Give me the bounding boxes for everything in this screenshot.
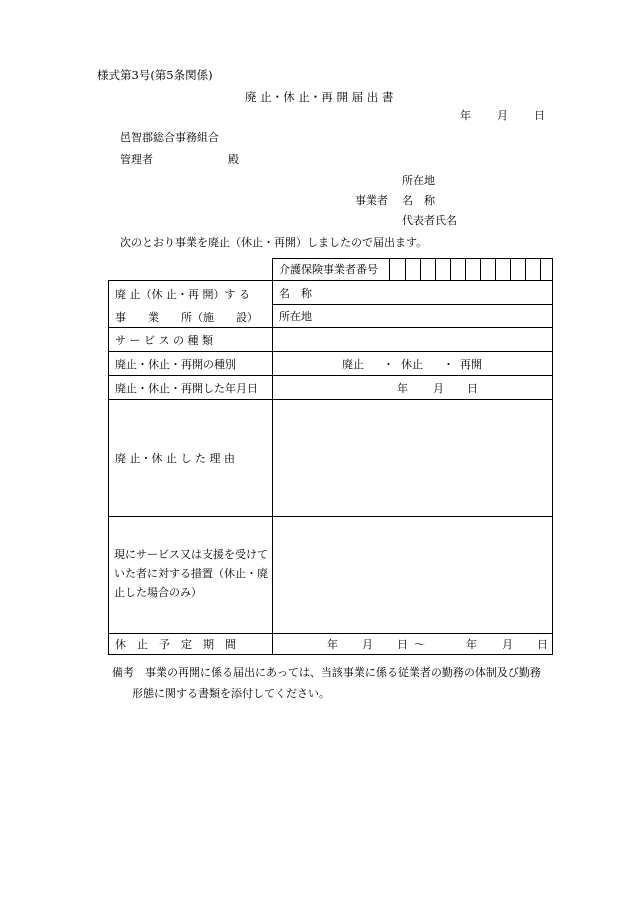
change-option-suspend[interactable]: 休止 bbox=[401, 358, 423, 371]
service-type-label-cell bbox=[108, 327, 273, 352]
applicant-operator-label: 事業者 bbox=[355, 194, 388, 207]
suspension-period-label-cell bbox=[108, 633, 273, 655]
change-type-field[interactable] bbox=[272, 351, 553, 376]
change-date-month: 月 bbox=[433, 382, 444, 395]
period-end-day: 日 bbox=[537, 638, 548, 651]
reason-label-cell bbox=[108, 399, 273, 517]
change-option-abolish[interactable]: 廃止 bbox=[342, 358, 364, 371]
remarks-line2: 形態に関する書類を添付してください。 bbox=[132, 687, 330, 700]
change-date-label-cell bbox=[108, 375, 273, 400]
document-title: 廃 止・休 止・再 開 届 出 書 bbox=[245, 90, 394, 104]
measures-field[interactable] bbox=[272, 516, 553, 634]
measures-label: 現にサービス又は支援を受けていた者に対する措置（休止・廃止した場合のみ） bbox=[114, 548, 268, 599]
provider-number-input[interactable] bbox=[389, 258, 553, 281]
facility-address-label: 所在地 bbox=[279, 310, 312, 323]
notification-table bbox=[108, 258, 553, 655]
facility-address-field[interactable] bbox=[272, 304, 553, 328]
applicant-address-label: 所在地 bbox=[402, 174, 435, 187]
facility-label-line1: 廃 止（休 止・再 開）す る bbox=[115, 288, 250, 301]
period-end-month: 月 bbox=[502, 638, 513, 651]
provider-number-label: 介護保険事業者番号 bbox=[279, 263, 378, 276]
change-option-sep2: ・ bbox=[443, 358, 454, 371]
reason-field[interactable] bbox=[272, 399, 553, 517]
facility-label-cell bbox=[108, 280, 273, 328]
applicant-name-label: 名 称 bbox=[402, 194, 435, 207]
date-day: 日 bbox=[534, 109, 545, 122]
facility-name-label: 名 称 bbox=[279, 287, 312, 300]
form-number: 様式第3号(第5条関係) bbox=[97, 68, 213, 82]
service-type-field[interactable] bbox=[272, 327, 553, 352]
facility-name-field[interactable] bbox=[272, 280, 553, 305]
remarks-label: 備考 bbox=[112, 666, 134, 679]
addressee-organization: 邑智郡総合事務組合 bbox=[120, 131, 219, 144]
measures-label-cell bbox=[108, 516, 273, 634]
date-year: 年 bbox=[460, 109, 471, 122]
change-date-day: 日 bbox=[467, 382, 478, 395]
period-start-year: 年 bbox=[327, 638, 338, 651]
period-start-day: 日 bbox=[397, 638, 408, 651]
period-tilde: ～ bbox=[414, 638, 425, 651]
period-end-year: 年 bbox=[466, 638, 477, 651]
reason-label: 廃 止・休 止 し た 理 由 bbox=[115, 452, 235, 465]
period-start-month: 月 bbox=[362, 638, 373, 651]
change-option-resume[interactable]: 再開 bbox=[460, 358, 482, 371]
facility-label-line2: 事 業 所（施 設） bbox=[115, 311, 258, 324]
change-date-field[interactable] bbox=[272, 375, 553, 400]
suspension-period-label: 休 止 予 定 期 間 bbox=[115, 638, 236, 651]
suspension-period-field[interactable] bbox=[272, 633, 553, 655]
applicant-representative-label: 代表者氏名 bbox=[402, 214, 457, 227]
change-type-label-cell bbox=[108, 351, 273, 376]
addressee-honorific: 殿 bbox=[228, 153, 239, 166]
addressee-manager: 管理者 bbox=[120, 153, 153, 166]
service-type-label: サ ー ビ ス の 種 類 bbox=[115, 334, 213, 347]
change-option-sep1: ・ bbox=[383, 358, 394, 371]
change-date-label: 廃止・休止・再開した年月日 bbox=[115, 382, 258, 395]
provider-number-label-cell bbox=[272, 258, 390, 281]
intro-text: 次のとおり事業を廃止（休止・再開）しましたので届出ます。 bbox=[120, 236, 428, 249]
date-month: 月 bbox=[497, 109, 508, 122]
change-type-label: 廃止・休止・再開の種別 bbox=[115, 358, 236, 371]
remarks-line1: 事業の再開に係る届出にあっては、当該事業に係る従業者の勤務の体制及び勤務 bbox=[145, 666, 541, 679]
change-date-year: 年 bbox=[397, 382, 408, 395]
